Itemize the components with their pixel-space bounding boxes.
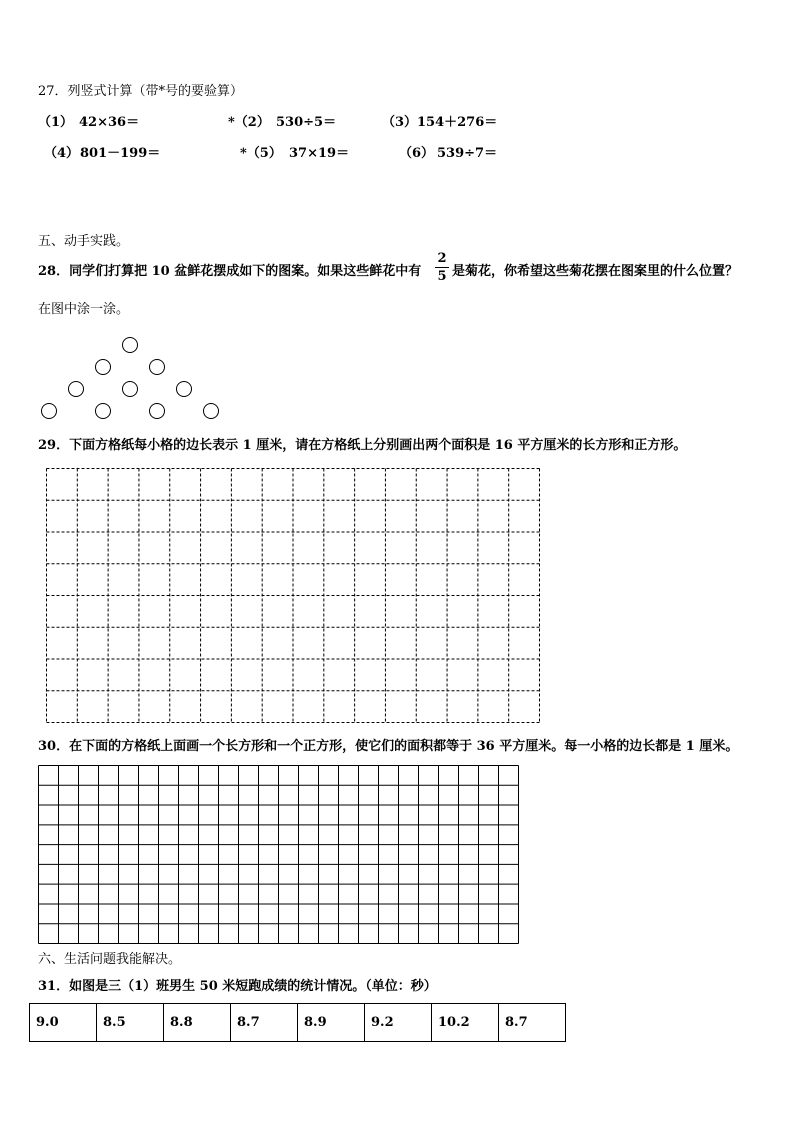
flower-circle[interactable] (176, 381, 192, 397)
q29-grid[interactable] (46, 468, 541, 724)
flower-circle[interactable] (122, 337, 138, 353)
table-cell: 10.2 (432, 1004, 499, 1042)
q27-item-4-expr: 801－199＝ (80, 146, 161, 161)
q27-item-4-num: （4） (44, 146, 80, 161)
flower-circle[interactable] (203, 403, 219, 419)
flower-circle[interactable] (68, 381, 84, 397)
q27-title: 27．列竖式计算（带*号的要验算） (38, 84, 244, 99)
q27-item-5-num: *（5） (240, 146, 282, 161)
q28-fraction-numerator: 2 (437, 251, 447, 266)
q27-item-2-expr: 530÷5＝ (276, 115, 337, 130)
table-cell: 8.8 (164, 1004, 231, 1042)
flower-circle[interactable] (149, 403, 165, 419)
table-cell: 8.5 (97, 1004, 164, 1042)
q28-text-after: 是菊花，你希望这些菊花摆在图案里的什么位置？ (452, 264, 739, 279)
table-cell: 9.2 (365, 1004, 432, 1042)
flower-circle[interactable] (149, 359, 165, 375)
q27-item-2-num: *（2） (228, 115, 270, 130)
q28-fraction-bar (435, 267, 449, 268)
q28-fraction (435, 251, 449, 284)
q27-item-1-num: （1） (38, 115, 74, 130)
q28-text-before: 28．同学们打算把 10 盆鲜花摆成如下的图案。如果这些鲜花中有 (38, 264, 422, 279)
section-6-title: 六、生活问题我能解决。 (38, 952, 182, 967)
q31-score-table (29, 1003, 566, 1042)
q27-item-5-expr: 37×19＝ (289, 146, 350, 161)
q31-text: 31．如图是三（1）班男生 50 米短跑成绩的统计情况。（单位：秒） (38, 979, 437, 994)
flower-circle[interactable] (95, 359, 111, 375)
q27-item-1-expr: 42×36＝ (79, 115, 140, 130)
table-cell: 8.7 (499, 1004, 566, 1042)
q30-text: 30．在下面的方格纸上面画一个长方形和一个正方形，使它们的面积都等于 36 平方厘米。每一小格的边长都是 1 厘米。 (38, 739, 739, 754)
q27-item-6-expr: 539÷7＝ (437, 146, 498, 161)
section-5-title: 五、动手实践。 (38, 234, 130, 249)
table-row (30, 1004, 566, 1042)
table-cell: 8.9 (298, 1004, 365, 1042)
table-cell: 8.7 (231, 1004, 298, 1042)
q29-text: 29．下面方格纸每小格的边长表示 1 厘米，请在方格纸上分别画出两个面积是 16 平方厘米的长方形和正方形。 (38, 438, 687, 453)
q28-line2: 在图中涂一涂。 (38, 302, 130, 317)
q27-item-3-num: （3） (382, 115, 418, 130)
q30-grid[interactable] (38, 765, 521, 946)
q27-item-6-num: （6） (399, 146, 435, 161)
q27-item-3-expr: 154＋276＝ (417, 115, 498, 130)
q28-fraction-denominator: 5 (437, 269, 447, 284)
flower-circle[interactable] (41, 403, 57, 419)
table-cell: 9.0 (30, 1004, 97, 1042)
flower-circle[interactable] (122, 381, 138, 397)
flower-circle[interactable] (95, 403, 111, 419)
